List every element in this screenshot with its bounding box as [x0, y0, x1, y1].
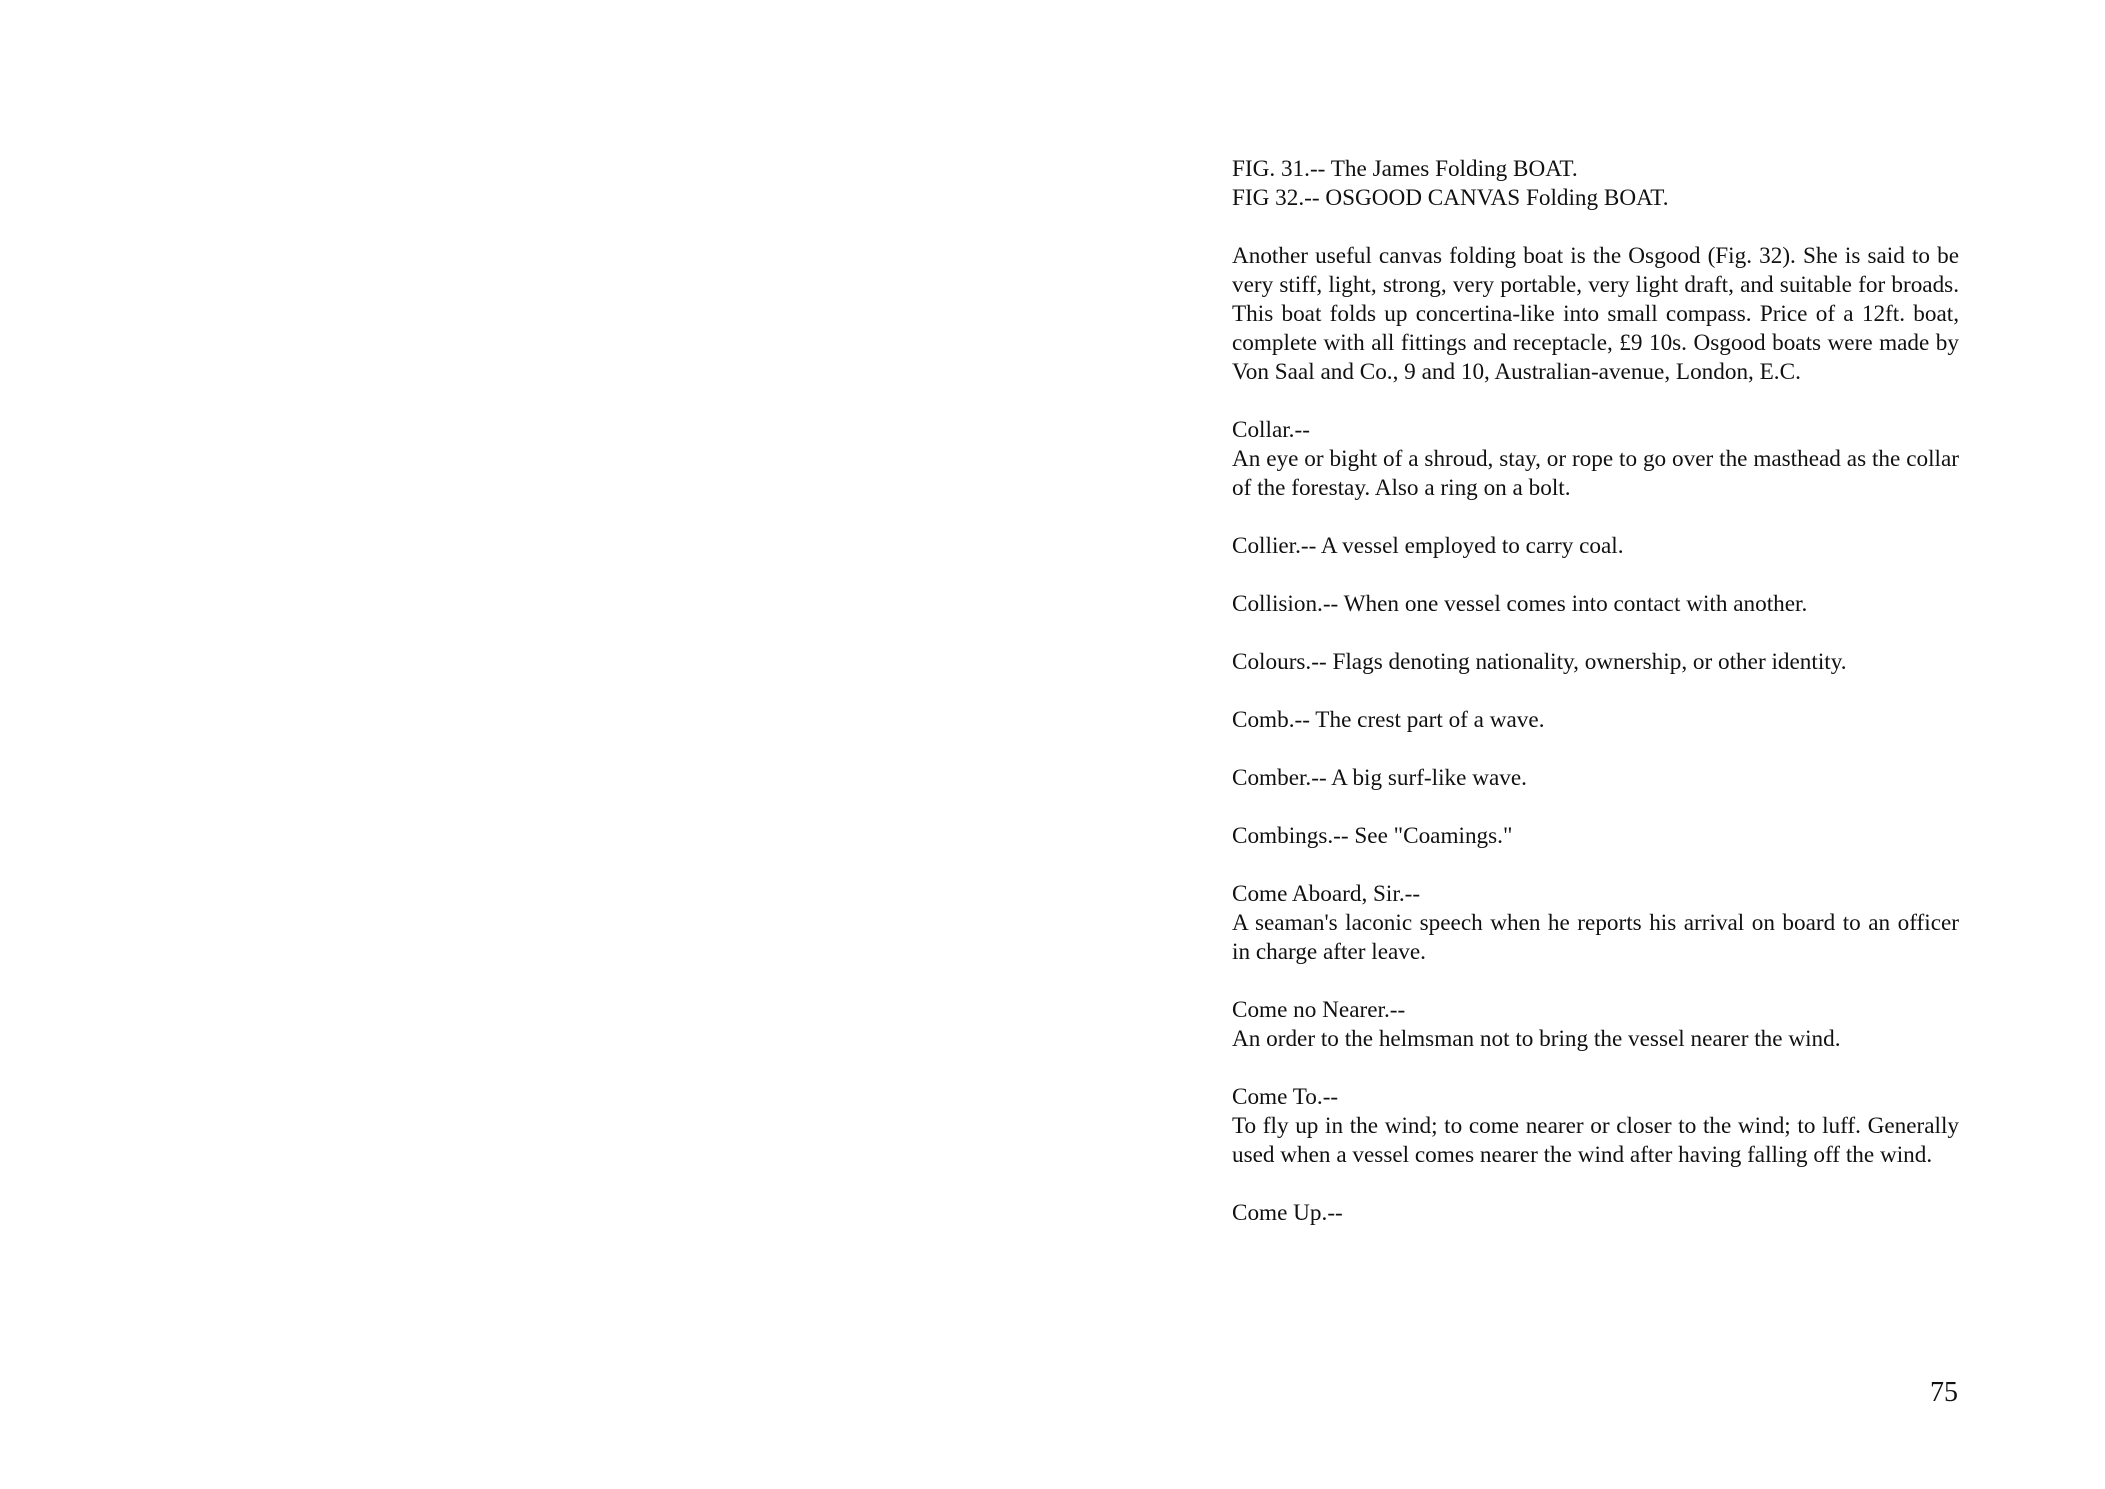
- entry-term: Come Aboard, Sir.--: [1232, 881, 1421, 907]
- figure-caption-31: FIG. 31.-- The James Folding BOAT.: [1232, 156, 1578, 182]
- entry-term: Combings.-- See "Coamings.": [1232, 823, 1513, 849]
- figure-caption-32: FIG 32.-- OSGOOD CANVAS Folding BOAT.: [1232, 185, 1669, 211]
- entry-definition: An order to the helmsman not to bring the vessel nearer the wind.: [1232, 1026, 1841, 1052]
- glossary-entry-collier: [1232, 532, 1959, 561]
- entry-definition: To fly up in the wind; to come nearer or closer to the wind; to luff. Generally used when a vessel comes nearer the wind after having falling off the wind.: [1232, 1113, 1959, 1168]
- entry-term: Colours.-- Flags denoting nationality, ownership, or other identity.: [1232, 649, 1847, 675]
- glossary-entry-comb: [1232, 706, 1959, 735]
- glossary-entry-colours: [1232, 648, 1959, 677]
- glossary-entry-collar: [1232, 416, 1959, 503]
- entry-term: Collar.--: [1232, 417, 1310, 443]
- glossary-entry-combings: [1232, 822, 1959, 851]
- glossary-entry-come-aboard: [1232, 880, 1959, 967]
- entry-term: Collision.-- When one vessel comes into contact with another.: [1232, 591, 1808, 617]
- entry-term: Comber.-- A big surf-like wave.: [1232, 765, 1527, 791]
- page-number: 75: [1930, 1377, 1958, 1408]
- glossary-entry-come-up: [1232, 1199, 1959, 1228]
- entry-term: Come no Nearer.--: [1232, 997, 1406, 1023]
- entry-term: Come To.--: [1232, 1084, 1339, 1110]
- glossary-entry-collision: [1232, 590, 1959, 619]
- glossary-entry-come-to: [1232, 1083, 1959, 1170]
- osgood-boat-paragraph: Another useful canvas folding boat is the Osgood (Fig. 32). She is said to be very stiff, light, strong, very portable, very light draft, and suitable for broads. This boat folds up concertina-like into small compass. Price of a 12ft. boat, complete with all fittings and receptacle, £9 10s. Osgood boats were made by Von Saal and Co., 9 and 10, Australian-avenue, London, E.C.: [1232, 243, 1959, 385]
- entry-term: Comb.-- The crest part of a wave.: [1232, 707, 1545, 733]
- entry-definition: An eye or bight of a shroud, stay, or rope to go over the masthead as the collar of the forestay. Also a ring on a bolt.: [1232, 446, 1959, 501]
- entry-term: Come Up.--: [1232, 1200, 1343, 1226]
- entry-term: Collier.-- A vessel employed to carry coal.: [1232, 533, 1624, 559]
- entry-definition: A seaman's laconic speech when he reports his arrival on board to an officer in charge after leave.: [1232, 910, 1959, 965]
- blank-left-page: [0, 0, 1052, 1489]
- right-page-text-column: [1232, 155, 1959, 1257]
- glossary-entry-comber: [1232, 764, 1959, 793]
- glossary-entry-come-no-nearer: [1232, 996, 1959, 1054]
